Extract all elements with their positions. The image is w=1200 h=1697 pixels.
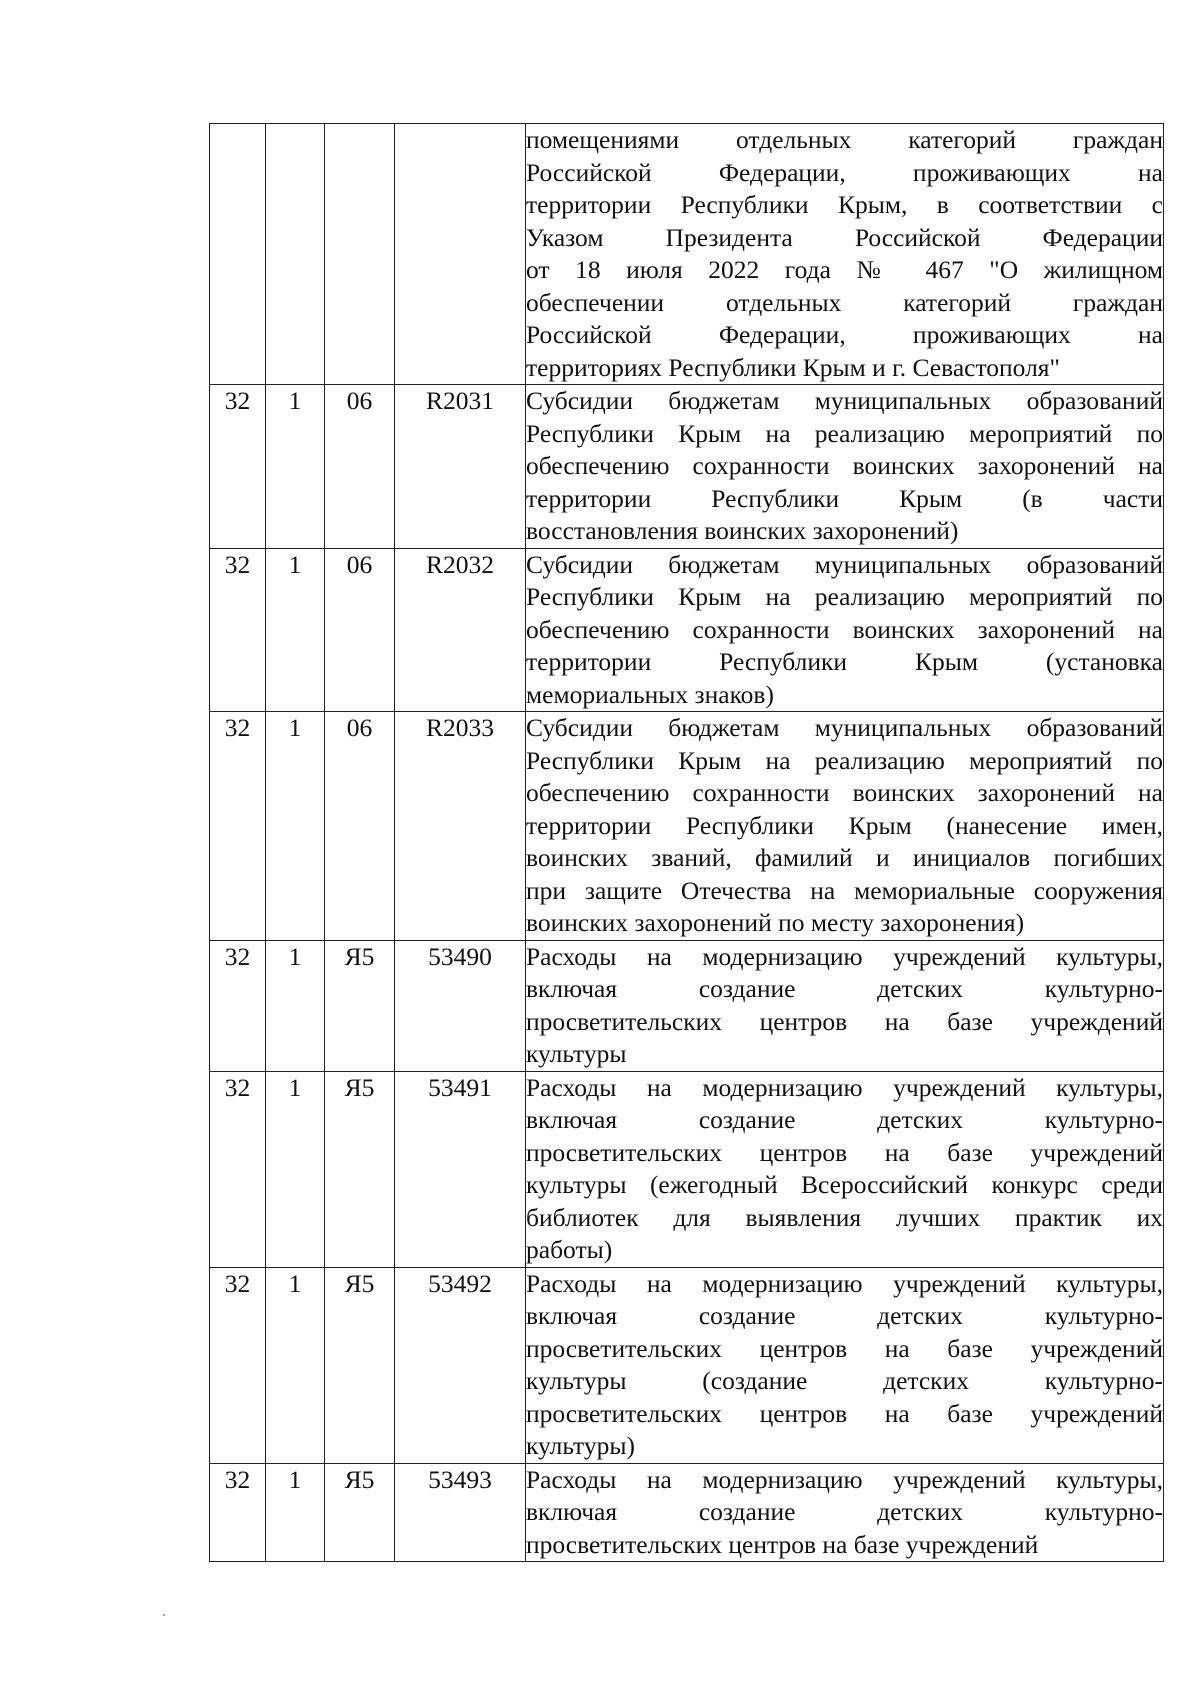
table-row [210,940,1164,1071]
scan-speck [163,1614,165,1616]
description-cell [526,1267,1164,1463]
description-line: обеспечению сохранности воинских захоронений на [526,451,1163,480]
description-line: включая создание детских культурно- [526,1497,1163,1526]
event-code-cell: Я5 [325,940,395,1071]
direction-code-cell: 53493 [395,1463,526,1562]
event-code-cell: Я5 [325,1463,395,1562]
description-line: территории Республики Крым, в соответствии с [526,190,1163,219]
description-line: территории Республики Крым (в части [526,483,1163,513]
table-body [210,124,1164,1562]
description-line: территории Республики Крым (установка [526,647,1163,676]
description-line: Расходы на модернизацию учреждений культуры, [526,1464,1163,1494]
direction-code-cell: 53490 [395,940,526,1071]
table-row [210,385,1164,549]
direction-code-cell: R2032 [395,548,526,712]
description-cell [526,712,1164,941]
description-line: Республики Крым на реализацию мероприятий по [526,582,1163,611]
direction-code-cell: 53491 [395,1071,526,1267]
program-code-cell [210,124,266,385]
description-line: Субсидии бюджетам муниципальных образований [526,713,1163,742]
description-line: Субсидии бюджетам муниципальных образований [526,386,1163,415]
subprogram-code-cell: 1 [266,385,325,549]
description-line: Российской Федерации, проживающих на [526,320,1163,349]
subprogram-code-cell: 1 [266,940,325,1071]
description-cell [526,940,1164,1071]
program-code-cell: 32 [210,385,266,549]
description-line: просветительских центров на базе учреждений [526,1529,1039,1559]
description-line: Российской Федерации, проживающих на [526,157,1163,187]
description-line: обеспечению сохранности воинских захоронений на [526,778,1163,807]
subprogram-code-cell [266,124,325,385]
description-line: Субсидии бюджетам муниципальных образований [526,549,1163,579]
table-row [210,1267,1164,1463]
description-cell [526,1463,1164,1562]
description-line: Республики Крым на реализацию мероприятий по [526,745,1163,775]
description-line: воинских захоронений по месту захоронения) [526,908,1025,937]
description-line: включая создание детских культурно- [526,974,1163,1003]
budget-classification-table [209,123,1164,1562]
description-cell [526,548,1164,712]
direction-code-cell: R2033 [395,712,526,941]
table-row [210,548,1164,712]
description-line: при защите Отечества на мемориальные сооружения [526,875,1163,905]
description-line: воинских званий, фамилий и инициалов погибших [526,843,1163,872]
program-code-cell: 32 [210,1463,266,1562]
description-cell [526,124,1164,385]
direction-code-cell: R2031 [395,385,526,549]
event-code-cell: 06 [325,385,395,549]
event-code-cell: Я5 [325,1267,395,1463]
description-line: обеспечению сохранности воинских захоронений на [526,614,1163,644]
description-line: культуры) [526,1431,635,1460]
table-row [210,712,1164,941]
description-line: помещениями отдельных категорий граждан [526,125,1163,154]
description-line: просветительских центров на базе учреждений [526,1398,1163,1428]
description-line: территориях Республики Крым и г. Севастополя" [526,352,1060,382]
description-line: территории Республики Крым (нанесение имен, [526,810,1163,840]
description-cell [526,385,1164,549]
description-line: просветительских центров на базе учреждений [526,1137,1163,1167]
description-line: культуры [526,1039,627,1068]
description-line: включая создание детских культурно- [526,1105,1163,1134]
description-line: Указом Президента Российской Федерации [526,222,1163,252]
event-code-cell: 06 [325,548,395,712]
event-code-cell: Я5 [325,1071,395,1267]
description-line: Республики Крым на реализацию мероприятий по [526,418,1163,448]
program-code-cell: 32 [210,548,266,712]
description-line: восстановления воинских захоронений) [526,516,959,545]
description-line: мемориальных знаков) [526,679,774,709]
direction-code-cell: 53492 [395,1267,526,1463]
description-line: от 18 июля 2022 года № 467 "О жилищном [526,255,1163,284]
description-line: Расходы на модернизацию учреждений культуры, [526,1072,1163,1102]
program-code-cell: 32 [210,1267,266,1463]
subprogram-code-cell: 1 [266,1463,325,1562]
subprogram-code-cell: 1 [266,1071,325,1267]
description-line: обеспечении отдельных категорий граждан [526,287,1163,317]
description-line: библиотек для выявления лучших практик их [526,1202,1163,1232]
description-line: культуры (создание детских культурно- [526,1366,1163,1395]
description-line: просветительских центров на базе учреждений [526,1333,1163,1363]
event-code-cell: 06 [325,712,395,941]
description-line: культуры (ежегодный Всероссийский конкурс среди [526,1170,1163,1199]
description-line: Расходы на модернизацию учреждений культуры, [526,941,1163,971]
description-line: просветительских центров на базе учреждений [526,1006,1163,1036]
description-line: включая создание детских культурно- [526,1301,1163,1330]
subprogram-code-cell: 1 [266,712,325,941]
description-line: Расходы на модернизацию учреждений культуры, [526,1268,1163,1298]
event-code-cell [325,124,395,385]
table-row [210,1071,1164,1267]
description-line: работы) [526,1235,613,1264]
table-row [210,124,1164,385]
program-code-cell: 32 [210,1071,266,1267]
subprogram-code-cell: 1 [266,548,325,712]
direction-code-cell [395,124,526,385]
table-row [210,1463,1164,1562]
program-code-cell: 32 [210,940,266,1071]
subprogram-code-cell: 1 [266,1267,325,1463]
description-cell [526,1071,1164,1267]
program-code-cell: 32 [210,712,266,941]
